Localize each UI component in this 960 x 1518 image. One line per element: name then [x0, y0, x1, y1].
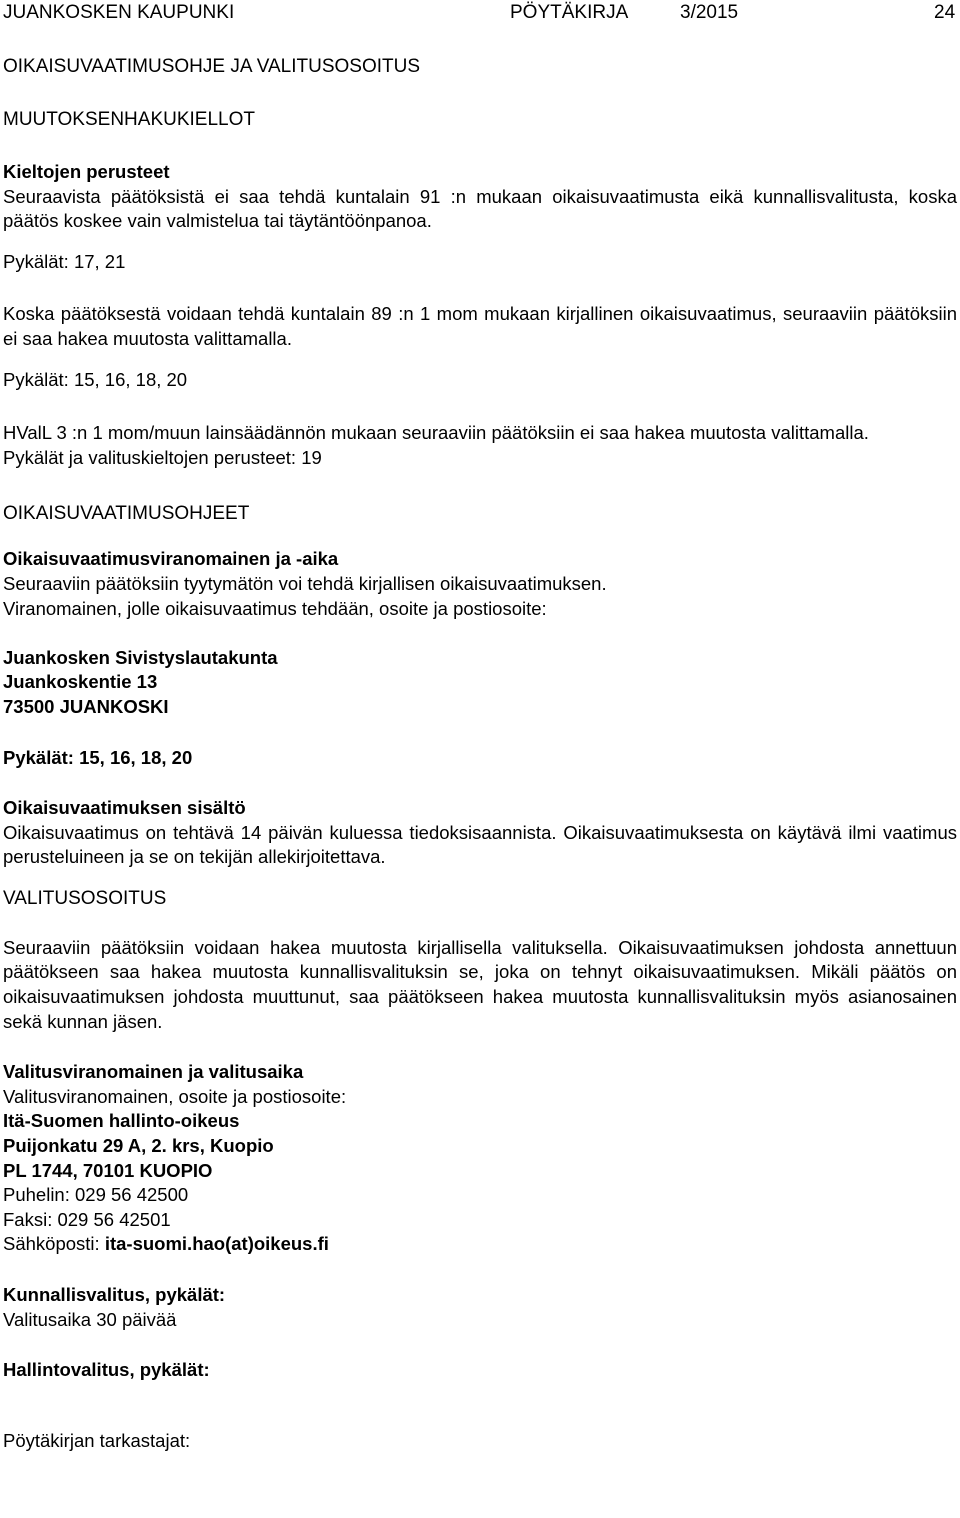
court-street: Puijonkatu 29 A, 2. krs, Kuopio — [3, 1135, 274, 1157]
section-title-oikaisuvaatimusohjeet: OIKAISUVAATIMUSOHJEET — [3, 503, 250, 525]
paragraph-koska-paatoksesta: Koska päätöksestä voidaan tehdä kuntalain 89 :n 1 mom mukaan kirjallinen oikaisuvaatimus, seuraaviin päätöksiin ei saa hakea muutosta valittamalla. — [3, 303, 957, 349]
header-page-number: 24 — [934, 2, 956, 23]
court-po-box: PL 1744, 70101 KUOPIO — [3, 1159, 213, 1181]
court-email: ita-suomi.hao(at)oikeus.fi — [104, 1233, 329, 1255]
paragraph-valitusaika: Valitusaika 30 päivää — [3, 1308, 177, 1330]
address-city: 73500 JUANKOSKI — [3, 695, 169, 717]
court-name: Itä-Suomen hallinto-oikeus — [3, 1110, 240, 1132]
paragraph-valitusosoitus: Seuraaviin päätöksiin voidaan hakea muutosta kirjallisella valituksella. Oikaisuvaatimuksen johdosta annettuun päätökseen saa hakea muutosta kunnallisvalituksin se, joka on tehnyt oikaisuvaatimuksen. Mikäli päätös on oikaisuvaatimuksen johdosta muuttunut, saa päätökseen hakea muutosta kunnallisvalituksin myös asianosainen sekä kunnan jäsen. — [3, 936, 957, 1032]
heading-hallintovalitus: Hallintovalitus, pykälät: — [3, 1359, 210, 1381]
header-organization: JUANKOSKEN KAUPUNKI — [3, 2, 235, 23]
document-body — [3, 54, 957, 1453]
paragraph-oikaisuvaatimuksen-sisalto: Oikaisuvaatimus on tehtävä 14 päivän kuluessa tiedoksisaannista. Oikaisuvaatimuksesta on käytävä ilmi vaatimus perusteluineen ja se on tekijän allekirjoitettava. — [3, 821, 957, 868]
heading-kieltojen-perusteet: Kieltojen perusteet — [3, 161, 170, 182]
court-email-label: Sähköposti: — [3, 1233, 105, 1255]
paragraph-viranomainen-line2: Viranomainen, jolle oikaisuvaatimus tehdään, osoite ja postiosoite: — [3, 597, 547, 619]
header-document-number: 3/2015 — [680, 2, 739, 23]
main-title: OIKAISUVAATIMUSOHJE JA VALITUSOSOITUS — [3, 56, 421, 77]
heading-kunnallisvalitus: Kunnallisvalitus, pykälät: — [3, 1284, 226, 1305]
paragraph-hvall: HValL 3 :n 1 mom/muun lainsäädännön mukaan seuraaviin päätöksiin ei saa hakea muutosta valittamalla. — [3, 422, 869, 444]
heading-oikaisuvaatimuksen-sisalto: Oikaisuvaatimuksen sisältö — [3, 797, 246, 819]
paragraph-pykalat-oikaisu: Pykälät: 15, 16, 18, 20 — [3, 746, 193, 768]
paragraph-valitusviranomainen: Valitusviranomainen, osoite ja postiosoite: — [3, 1085, 347, 1107]
paragraph-pykalat-17-21: Pykälät: 17, 21 — [3, 250, 126, 272]
paragraph-viranomainen-line1: Seuraaviin päätöksiin tyytymätön voi tehdä kirjallisen oikaisuvaatimuksen. — [3, 572, 607, 594]
section-title-valitusosoitus: VALITUSOSOITUS — [3, 887, 167, 909]
address-name: Juankosken Sivistyslautakunta — [3, 646, 278, 668]
paragraph-valituskieltojen-perusteet: Pykälät ja valituskieltojen perusteet: 19 — [3, 446, 322, 468]
heading-valitusviranomainen: Valitusviranomainen ja valitusaika — [3, 1061, 304, 1083]
page-header — [0, 0, 960, 28]
section-title-muutoksenhakukiellot: MUUTOKSENHAKUKIELLOT — [3, 109, 255, 130]
header-document-type: PÖYTÄKIRJA — [510, 2, 629, 23]
paragraph-poytakirjan-tarkastajat: Pöytäkirjan tarkastajat: — [3, 1429, 191, 1451]
heading-oikaisuvaatimusviranomainen: Oikaisuvaatimusviranomainen ja -aika — [3, 548, 339, 570]
paragraph-pykalat-15-16-18-20: Pykälät: 15, 16, 18, 20 — [3, 368, 188, 390]
address-street: Juankoskentie 13 — [3, 671, 158, 693]
court-phone: Puhelin: 029 56 42500 — [3, 1184, 189, 1206]
court-email-line — [3, 1232, 957, 1257]
paragraph-kieltojen-perusteet: Seuraavista päätöksistä ei saa tehdä kuntalain 91 :n mukaan oikaisuvaatimusta eikä kunnallisvalitusta, koska päätös koskee vain valmistelua tai täytäntöönpanoa. — [3, 185, 957, 232]
court-fax: Faksi: 029 56 42501 — [3, 1208, 171, 1230]
